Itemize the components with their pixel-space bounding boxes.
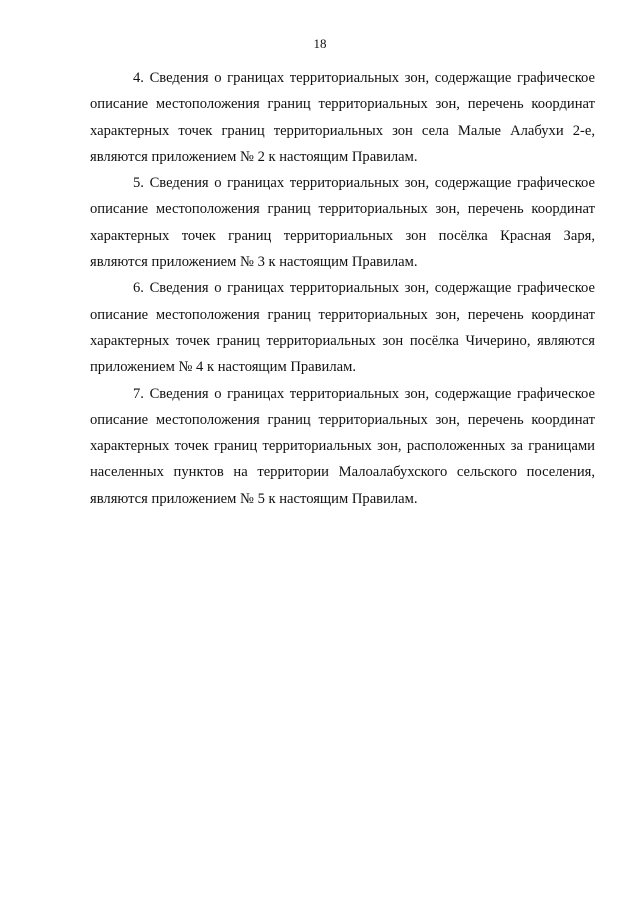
paragraph-item-4: 4. Сведения о границах территориальных зон, содержащие графическое описание местоположения границ территориальных зон, перечень координат характерных точек границ территориальных зон села Малые Алабухи 2-е, являются приложением № 2 к настоящим Правилам. [90,70,595,165]
paragraph-item-5: 5. Сведения о границах территориальных зон, содержащие графическое описание местоположения границ территориальных зон, перечень координат характерных точек границ территориальных зон посёлка Красная Заря, являются приложением № 3 к настоящим Правилам. [90,175,595,271]
paragraph-item-6: 6. Сведения о границах территориальных зон, содержащие графическое описание местоположения границ территориальных зон, перечень координат характерных точек границ территориальных зон посёлка Чичерино, являются приложением № 4 к настоящим Правилам. [90,280,595,376]
document-body [90,65,595,512]
paragraph-item-7: 7. Сведения о границах территориальных зон, содержащие графическое описание местоположения границ территориальных зон, перечень координат характерных точек границ территориальных зон, расположенных за границами населенных пунктов на территории Малоалабухского сельского поселения, являются приложением № 5 к настоящим Правилам. [90,385,595,507]
page-number: 18 [313,36,327,51]
